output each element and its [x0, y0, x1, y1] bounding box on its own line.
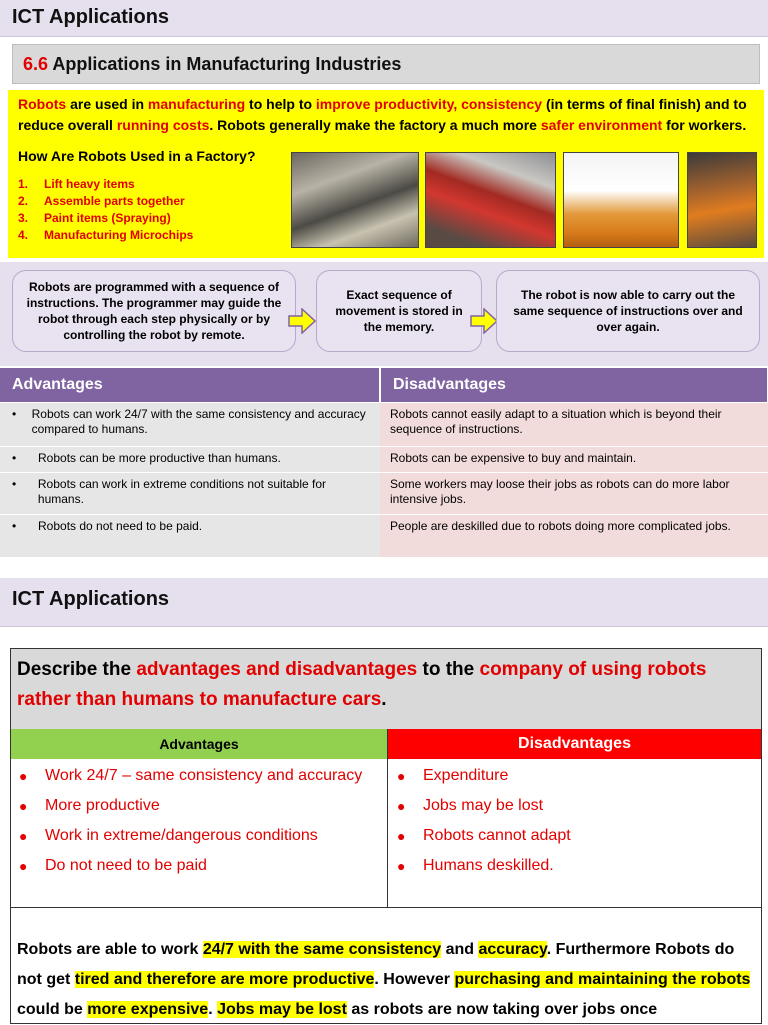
disadvantage-cell: Robots can be expensive to buy and maintain. [380, 447, 768, 473]
robot-photo-car-welding [425, 152, 556, 248]
list-text: Humans deskilled. [423, 857, 554, 874]
table-row [0, 473, 768, 515]
answer-disadvantages-list [389, 761, 749, 881]
list-text: Paint items (Spraying) [44, 211, 171, 225]
list-item [18, 176, 193, 193]
disadvantage-cell: Robots cannot easily adapt to a situation which is beyond their sequence of instructions. [380, 403, 768, 447]
arrow-right-icon [288, 308, 316, 334]
advantage-cell [0, 473, 380, 515]
list-text: More productive [45, 797, 160, 814]
advantage-text: Robots do not need to be paid. [38, 519, 203, 533]
how-used-heading: How Are Robots Used in a Factory? [18, 148, 256, 164]
column-divider [387, 759, 388, 907]
list-text: Assemble parts together [44, 194, 185, 208]
answer-segment: Jobs may be lost [217, 1001, 347, 1018]
list-number: 1. [18, 177, 29, 191]
bullet-icon: ● [397, 858, 406, 874]
answer-segment: tired and therefore are more productive [74, 971, 375, 988]
advantages-header: Advantages [0, 368, 380, 403]
advantage-cell [0, 515, 380, 557]
list-item [389, 851, 749, 881]
bullet-icon: • [12, 407, 17, 421]
list-item [11, 851, 371, 881]
answer-segment: 24/7 with the same consistency [202, 941, 442, 958]
advantage-text: Robots can work 24/7 with the same consistency and accuracy compared to humans. [31, 407, 366, 436]
answer-segment: and [441, 941, 479, 958]
bullet-icon: ● [397, 828, 406, 844]
list-item [389, 821, 749, 851]
section-heading [12, 44, 760, 84]
question-segment: company of using robots rather than humans to manufacture cars [17, 659, 707, 710]
advantage-cell [0, 447, 380, 473]
answer-advantages-list [11, 761, 371, 881]
list-text: Robots cannot adapt [423, 827, 571, 844]
arrow-right-icon [470, 308, 498, 334]
process-step-program: Robots are programmed with a sequence of instructions. The programmer may guide the robot through each step physically or by controlling the robot by remote. [12, 270, 296, 352]
section-title: Applications in Manufacturing Industries [52, 54, 402, 74]
answer-segment: could be [17, 1001, 88, 1018]
robot-photo-orange-arm [563, 152, 679, 248]
answer-segment: purchasing and maintaining the robots [454, 971, 751, 988]
intro-panel [8, 90, 764, 258]
question-header [11, 649, 761, 730]
intro-segment: manufacturing [147, 96, 246, 112]
process-step-store: Exact sequence of movement is stored in the memory. [316, 270, 482, 352]
list-item [18, 193, 193, 210]
robot-photo-assembly-line [291, 152, 419, 248]
list-text: Lift heavy items [44, 177, 135, 191]
bullet-icon: ● [19, 768, 28, 784]
process-step-repeat: The robot is now able to carry out the same sequence of instructions over and over again. [496, 270, 760, 352]
bullet-icon: ● [19, 828, 28, 844]
bullet-icon: ● [397, 768, 406, 784]
answer-segment: . However [374, 971, 455, 988]
bullet-icon: • [12, 477, 17, 491]
list-number: 4. [18, 228, 29, 242]
list-number: 3. [18, 211, 29, 225]
question-segment: to the [417, 659, 480, 680]
question-text [17, 655, 755, 715]
bullet-icon: • [12, 451, 17, 465]
robot-photo-industrial-arm [687, 152, 757, 248]
intro-segment: Robots [18, 96, 67, 112]
how-used-list [18, 176, 193, 244]
answer-segment: as robots are now taking over jobs once [346, 1001, 658, 1018]
answer-segment: Robots are able to work [17, 941, 203, 958]
list-item [11, 821, 371, 851]
answer-segment: more expensive [87, 1001, 209, 1018]
list-text: Manufacturing Microchips [44, 228, 194, 242]
answer-segment: accuracy [478, 941, 547, 958]
intro-segment: . Robots generally make the factory a much more [209, 117, 541, 133]
list-item [11, 761, 371, 791]
list-text: Expenditure [423, 767, 509, 784]
intro-segment: safer environment [540, 117, 663, 133]
answer-disadvantages-header: Disadvantages [388, 729, 761, 759]
list-item [18, 227, 193, 244]
intro-segment: to help to [245, 96, 316, 112]
question-segment: advantages and disadvantages [136, 659, 418, 680]
list-item [11, 791, 371, 821]
question-box [10, 648, 762, 1024]
advantage-text: Robots can work in extreme conditions not suitable for humans. [37, 477, 327, 506]
question-segment: Describe the [17, 659, 137, 680]
intro-segment: are used in [66, 96, 148, 112]
list-text: Jobs may be lost [423, 797, 544, 814]
row-divider [11, 907, 761, 908]
disadvantage-cell: People are deskilled due to robots doing more complicated jobs. [380, 515, 768, 557]
bullet-icon: • [12, 519, 17, 533]
list-item [389, 791, 749, 821]
model-answer [17, 935, 757, 1025]
list-text: Work in extreme/dangerous conditions [45, 827, 318, 844]
intro-segment: running costs [116, 117, 210, 133]
page-title: ICT Applications [12, 6, 170, 28]
second-header-band [0, 578, 768, 627]
bullet-icon: ● [19, 798, 28, 814]
table-row [0, 403, 768, 447]
comparison-table [0, 368, 768, 557]
intro-segment: (in terms of final finish) and to reduce overall [18, 96, 747, 133]
top-header-band [0, 0, 768, 37]
table-row [0, 515, 768, 557]
advantage-cell [0, 403, 380, 447]
question-segment: . [381, 689, 387, 710]
list-text: Work 24/7 – same consistency and accuracy [45, 767, 363, 784]
intro-text [18, 94, 758, 136]
list-number: 2. [18, 194, 29, 208]
section-number: 6.6 [23, 54, 49, 74]
advantage-text: Robots can be more productive than humans. [38, 451, 281, 465]
list-item [389, 761, 749, 791]
answer-advantages-header: Advantages [11, 729, 388, 759]
answer-segment: . Furthermore Robots do not get [17, 941, 735, 988]
bullet-icon: ● [19, 858, 28, 874]
intro-segment: improve productivity, consistency [315, 96, 543, 112]
process-flow [0, 262, 768, 366]
answer-segment: . [208, 1001, 218, 1018]
intro-segment: for workers. [662, 117, 747, 133]
bullet-icon: ● [397, 798, 406, 814]
page-title-2: ICT Applications [12, 588, 170, 610]
list-text: Do not need to be paid [45, 857, 207, 874]
disadvantages-header: Disadvantages [380, 368, 768, 403]
table-row [0, 447, 768, 473]
list-item [18, 210, 193, 227]
disadvantage-cell: Some workers may loose their jobs as robots can do more labor intensive jobs. [380, 473, 768, 515]
